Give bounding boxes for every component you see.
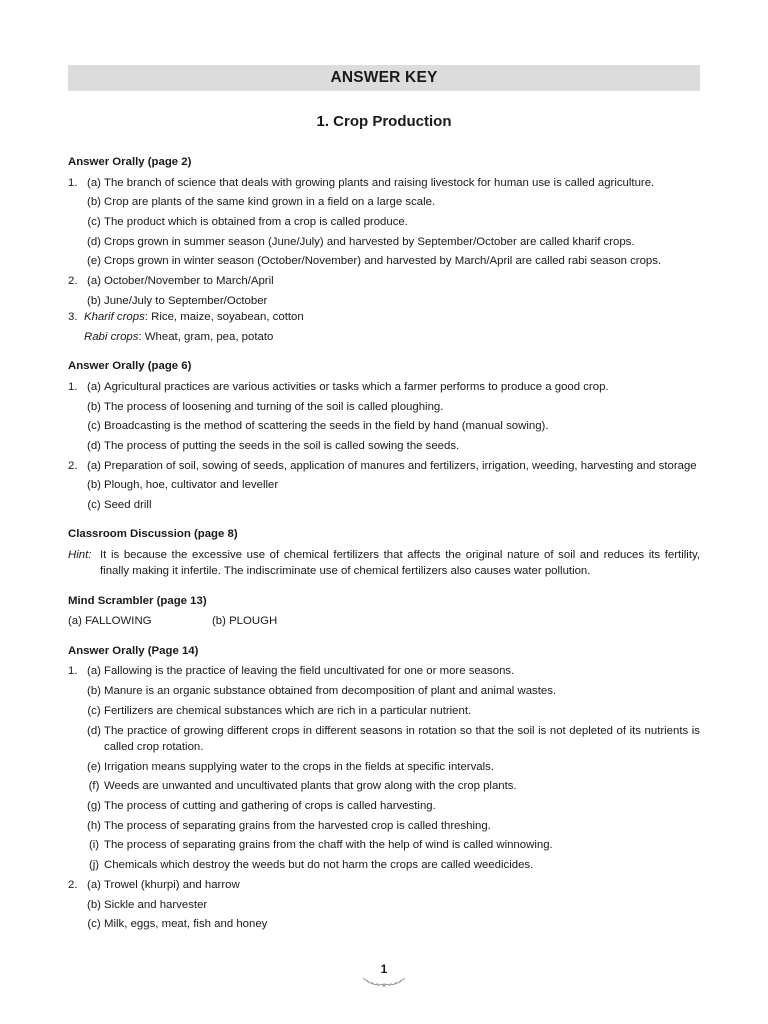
answer-row	[68, 458, 700, 475]
hint-row	[68, 547, 700, 580]
answer-letter: (f)	[88, 780, 100, 793]
answer-letter: (a)	[87, 459, 101, 472]
section-heading: Answer Orally (page 2)	[68, 156, 192, 168]
answer-row	[68, 418, 700, 435]
rabi-label: Rabi crops	[84, 330, 139, 343]
question-number: 2.	[68, 274, 78, 287]
answer-letter: (g)	[87, 800, 101, 813]
answer-text: Agricultural practices are various activities or tasks which a farmer performs to produce a good crop.	[104, 380, 609, 393]
answer-row	[68, 399, 700, 416]
answer-text: Manure is an organic substance obtained from decomposition of plant and animal wastes.	[104, 685, 557, 698]
answer-letter: (b)	[87, 685, 101, 698]
answer-row	[68, 329, 700, 346]
answer-key-banner	[68, 65, 700, 91]
answer-letter: (c)	[87, 918, 101, 931]
answer-list	[68, 663, 700, 932]
answer-letter: (b)	[87, 196, 101, 209]
answer-list	[68, 175, 700, 310]
answer-letter: (b)	[87, 294, 101, 307]
section-mind-scrambler	[68, 593, 700, 630]
answer-row	[68, 663, 700, 680]
answer-letter: (a)	[87, 665, 101, 678]
answer-letter: (h)	[87, 819, 101, 832]
answer-row	[68, 857, 700, 874]
answer-row	[68, 309, 700, 326]
section-answer-orally-page-6	[68, 358, 700, 513]
answer-row	[68, 477, 700, 494]
answer-row	[68, 253, 700, 270]
answer-text: Chemicals which destroy the weeds but do not harm the crops are called weedicides.	[104, 859, 534, 872]
section-answer-orally-page-14	[68, 643, 700, 933]
rabi-text: : Wheat, gram, pea, potato	[138, 330, 274, 343]
answer-row	[68, 818, 700, 835]
answer-row	[68, 723, 700, 756]
question-number: 1.	[68, 380, 78, 393]
answer-row	[68, 759, 700, 776]
hint-label: Hint:	[68, 548, 92, 561]
answer-text: June/July to September/October	[104, 294, 268, 307]
page-number: 1	[380, 962, 388, 976]
answer-text: Broadcasting is the method of scattering the seeds in the field by hand (manual sowing).	[104, 420, 549, 433]
answer-text: Seed drill	[104, 498, 152, 511]
answer-text: The product which is obtained from a crop is called produce.	[104, 215, 408, 228]
answer-letter: (a)	[87, 878, 101, 891]
section-heading: Answer Orally (page 6)	[68, 360, 192, 373]
answer-row	[68, 916, 700, 933]
section-classroom-discussion	[68, 526, 700, 580]
answer-row	[68, 703, 700, 720]
answer-row	[68, 497, 700, 514]
kharif-text: : Rice, maize, soyabean, cotton	[144, 311, 304, 324]
answer-row	[68, 877, 700, 894]
answer-letter: (c)	[87, 498, 101, 511]
hint-text: It is because the excessive use of chemical fertilizers that affects the original nature of soil and reduces its fertility, finally making it infertile. The indiscriminate use of chemical fertilizers also causes water pollution.	[100, 548, 700, 578]
answer-row	[68, 837, 700, 854]
answer-row	[68, 234, 700, 251]
answer-letter: (a)	[87, 380, 101, 393]
question-number: 2.	[68, 459, 78, 472]
answer-letter: (i)	[88, 839, 100, 852]
answer-text: The branch of science that deals with growing plants and raising livestock for human use is called agriculture.	[104, 176, 655, 189]
answer-text: Crops grown in summer season (June/July) and harvested by September/October are called kharif crops.	[104, 235, 635, 248]
chapter-title: 1. Crop Production	[316, 113, 452, 130]
answer-letter: (d)	[87, 235, 101, 248]
answer-text: The process of cutting and gathering of crops is called harvesting.	[104, 800, 436, 813]
answer-text: Crop are plants of the same kind grown in a field on a large scale.	[104, 196, 436, 209]
answer-letter: (e)	[87, 255, 101, 268]
answer-letter: (a)	[87, 176, 101, 189]
answer-letter: (a)	[87, 274, 101, 287]
answer-row	[68, 273, 700, 290]
answer-row	[68, 778, 700, 795]
answer-letter: (j)	[88, 859, 100, 872]
answer-text: Milk, eggs, meat, fish and honey	[104, 918, 268, 931]
answer-text: Fallowing is the practice of leaving the field uncultivated for one or more seasons.	[104, 665, 515, 678]
section-heading: Answer Orally (Page 14)	[68, 644, 199, 657]
question-number: 3.	[68, 311, 78, 324]
section-heading: Mind Scrambler (page 13)	[68, 594, 207, 607]
question-number: 1.	[68, 176, 78, 189]
answer-text: The process of separating grains from the chaff with the help of wind is called winnowing.	[104, 839, 553, 852]
answer-text: Preparation of soil, sowing of seeds, application of manures and fertilizers, irrigation, weeding, harvesting and storage	[104, 459, 697, 472]
answer-text: The process of putting the seeds in the soil is called sowing the seeds.	[104, 439, 460, 452]
answer-text: The process of separating grains from the harvested crop is called threshing.	[104, 819, 491, 832]
answer-letter: (c)	[87, 420, 101, 433]
answer-text: Irrigation means supplying water to the crops in the fields at specific intervals.	[104, 760, 495, 773]
answer-row	[68, 379, 700, 396]
answer-text: Trowel (khurpi) and harrow	[104, 878, 240, 891]
answer-row	[68, 897, 700, 914]
scrambler-answers	[68, 613, 700, 630]
answer-letter: (c)	[87, 215, 101, 228]
answer-text: The practice of growing different crops in different seasons in rotation so that the soil is not depleted of its nutrients is called crop rotation.	[104, 724, 700, 753]
answer-letter: (d)	[87, 439, 101, 452]
answer-text: The process of loosening and turning of the soil is called ploughing.	[104, 400, 444, 413]
answer-text: Sickle and harvester	[104, 898, 208, 911]
answer-row	[68, 683, 700, 700]
answer-text: October/November to March/April	[104, 274, 274, 287]
answer-text: Plough, hoe, cultivator and leveller	[104, 479, 279, 492]
scrambler-answer: (a) FALLOWING	[68, 615, 152, 628]
answer-row	[68, 798, 700, 815]
answer-row	[68, 293, 700, 310]
answer-row	[68, 175, 700, 192]
question-number: 1.	[68, 665, 78, 678]
answer-row	[68, 438, 700, 455]
answer-letter: (c)	[87, 704, 101, 717]
answer-content	[68, 154, 700, 933]
answer-text: Crops grown in winter season (October/November) and harvested by March/April are called rabi season crops.	[104, 255, 662, 268]
answer-text	[84, 309, 700, 326]
answer-row	[68, 214, 700, 231]
answer-letter: (b)	[87, 898, 101, 911]
question-number: 2.	[68, 878, 78, 891]
answer-letter: (b)	[87, 479, 101, 492]
answer-text	[84, 329, 700, 346]
banner-title: ANSWER KEY	[330, 69, 438, 86]
page-ornament-icon	[359, 975, 409, 989]
answer-row	[68, 194, 700, 211]
section-heading: Classroom Discussion (page 8)	[68, 528, 238, 541]
answer-letter: (d)	[87, 724, 101, 737]
answer-text: Weeds are unwanted and uncultivated plants that grow along with the crop plants.	[104, 780, 517, 793]
kharif-label: Kharif crops	[84, 311, 145, 324]
section-answer-orally-page-2	[68, 154, 700, 345]
answer-letter: (b)	[87, 400, 101, 413]
answer-list	[68, 379, 700, 514]
answer-text: Fertilizers are chemical substances which are rich in a particular nutrient.	[104, 704, 472, 717]
scrambler-answer: (b) PLOUGH	[212, 615, 278, 628]
answer-letter: (e)	[87, 760, 101, 773]
